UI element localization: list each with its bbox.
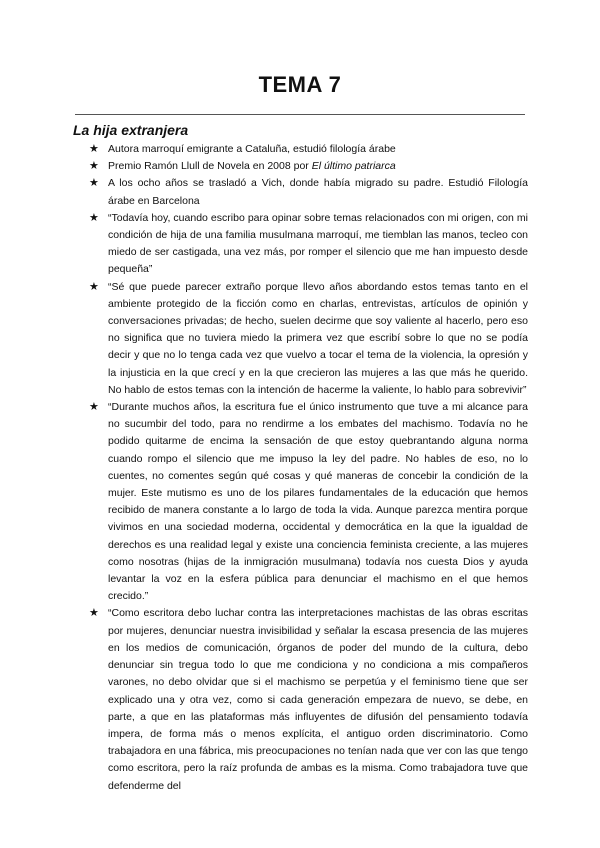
list-item-text: “Todavía hoy, cuando escribo para opinar sobre temas relacionados con mi origen, con mi condición de hija de una familia musulmana marroquí, me tiemblan las manos, tecleo con miedo de ser castigada, una vez más, por romper el silencio que me han impuesto desde pequeña” — [108, 211, 528, 276]
star-bullet-icon: ★ — [89, 211, 99, 224]
star-bullet-icon: ★ — [89, 401, 99, 414]
list-item — [88, 141, 528, 158]
list-item — [88, 605, 528, 794]
list-item — [88, 175, 528, 209]
list-item — [88, 399, 528, 605]
list-item-text: Autora marroquí emigrante a Cataluña, estudió filología árabe — [108, 143, 396, 155]
star-bullet-icon: ★ — [89, 143, 99, 155]
list-item — [88, 279, 528, 399]
book-title: El último patriarca — [311, 160, 396, 173]
section-title: La hija extranjera — [73, 122, 189, 138]
star-bullet-icon: ★ — [89, 607, 99, 620]
bullet-list — [88, 141, 528, 795]
list-item-text: A los ocho años se trasladó a Vich, donde había migrado su padre. Estudió Filología árabe en Barcelona — [108, 177, 528, 207]
star-bullet-icon: ★ — [89, 177, 99, 190]
star-bullet-icon: ★ — [89, 160, 99, 173]
page-title: TEMA 7 — [258, 72, 342, 97]
list-item — [88, 210, 528, 279]
list-item — [88, 158, 528, 175]
list-item-text: “Durante muchos años, la escritura fue el único instrumento que tuve a mi alcance para no sucumbir del todo, para no rendirme a los embates del machismo. Todavía no he podido quitarme de encima la sensación de que estoy quebrantando alguna norma cuando rompo el silencio que me impuso la ley del padre. No hables de eso, no lo cuentes, no comentes según qué cosas y qué maneras de concebir la condición de la mujer. Este mutismo es uno de los pilares fundamentales de la educación que hemos recibido de manera constante a lo largo de toda la vida. Aunque parezca mentira porque vivimos en una sociedad moderna, occidental y democrática en la que la igualdad de derechos es una realidad legal y existe una conciencia feminista creciente, a las mujeres como nosotras (hijas de la inmigración musulmana) todavía nos cuesta Dios y ayuda levantar la voz en la esfera pública para denunciar el machismo en el que hemos crecido.” — [108, 401, 528, 603]
list-item-text: “Como escritora debo luchar contra las interpretaciones machistas de las obras escritas por mujeres, denunciar nuestra invisibilidad y señalar la escasa presencia de las mujeres en los medios de comunicación, órganos de poder del mundo de la cultura, debo denunciar sin tregua todo lo que me condiciona y no condiciona a mis compañeros varones, no debo olvidar que si el machismo se perpetúa y el feminismo tiene que ser explicado una y otra vez, como si cada generación empezara de nuevo, se debe, en parte, a que en las plataformas más influyentes de difusión del pensamiento todavía impera, de forma más o menos explícita, el antiguo orden discriminatorio. Como trabajadora en una fábrica, mis preocupaciones no tenían nada que ver con las que tengo como escritora, pero la raíz profunda de ambas es la misma. Como trabajadora tuve que defenderme del — [108, 607, 528, 792]
star-bullet-icon: ★ — [89, 280, 99, 293]
list-item-text: “Sé que puede parecer extraño porque llevo años abordando estos temas tanto en el ambiente protegido de la ficción como en charlas, entrevistas, artículos de opinión y conversaciones privadas; de hecho, suelen decirme que soy valiente al hacerlo, pero eso no significa que no tuviera miedo la primera vez que escribí sobre lo que no se podía decir y que no lo tenga cada vez que vuelvo a tocar el tema de la violencia, la opresión y la injusticia en la que crecí y en la que crecieron las mujeres a las que más he querido. No hablo de estos temas con la intención de hacerme la valiente, lo hablo para sobrevivir” — [108, 280, 528, 396]
list-item-text: Premio Ramón Llull de Novela en 2008 por El último patriarca — [108, 160, 396, 173]
title-divider — [75, 114, 525, 115]
